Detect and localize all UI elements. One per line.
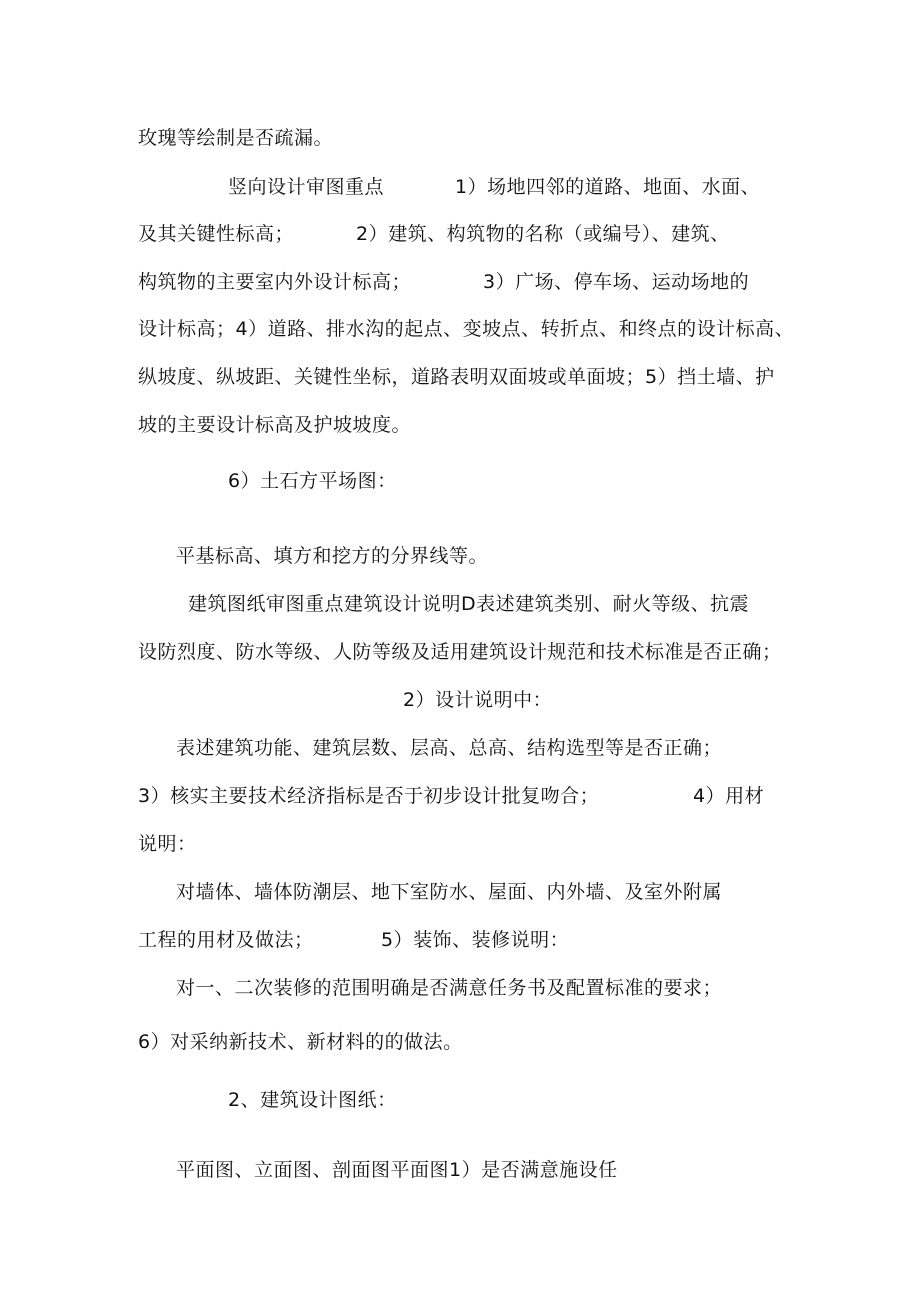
text-line: 建筑图纸审图重点建筑设计说明D表述建筑类别、耐火等级、抗震 [188, 593, 750, 615]
text-line: 工程的用材及做法； [138, 929, 314, 951]
text-line: 对一、二次装修的范围明确是否满意任务书及配置标准的要求； [176, 977, 723, 999]
text-line: 2、建筑设计图纸： [228, 1089, 397, 1111]
text-line: 4）用材 [693, 785, 765, 807]
text-line: 构筑物的主要室内外设计标高； [138, 271, 412, 293]
text-line: 及其关键性标高； [138, 223, 295, 245]
text-line: 1）场地四邻的道路、地面、水面、 [455, 176, 761, 198]
text-line: 2）设计说明中： [403, 689, 553, 711]
text-line: 说明： [138, 833, 197, 855]
text-line: 6）对采纳新技术、新材料的的做法。 [138, 1031, 463, 1053]
text-line: 纵坡度、纵坡距、关键性坐标，道路表明双面坡或单面坡；5）挡土墙、护 [138, 366, 775, 388]
text-line: 设防烈度、防水等级、人防等级及适用建筑设计规范和技术标准是否正确； [138, 641, 782, 663]
text-line: 5）装饰、装修说明： [381, 929, 570, 951]
text-line: 对墙体、墙体防潮层、地下室防水、屋面、内外墙、及室外附属 [176, 881, 723, 903]
text-line: 竖向设计审图重点 [228, 176, 385, 198]
text-line: 3）广场、停车场、运动场地的 [483, 271, 750, 293]
text-line: 6）土石方平场图： [228, 470, 397, 492]
text-line: 设计标高；4）道路、排水沟的起点、变坡点、转折点、和终点的设计标高、 [138, 318, 795, 340]
text-line: 平面图、立面图、剖面图平面图1）是否满意施设任 [176, 1159, 618, 1181]
text-line: 玫瑰等绘制是否疏漏。 [138, 127, 334, 149]
text-line: 平基标高、填方和挖方的分界线等。 [176, 545, 489, 567]
text-line: 2）建筑、构筑物的名称（或编号）、建筑、 [356, 223, 730, 245]
text-line: 表述建筑功能、建筑层数、层高、总高、结构选型等是否正确； [176, 737, 723, 759]
text-line: 3）核实主要技术经济指标是否于初步设计批复吻合； [138, 785, 600, 807]
text-line: 坡的主要设计标高及护坡坡度。 [138, 414, 412, 436]
